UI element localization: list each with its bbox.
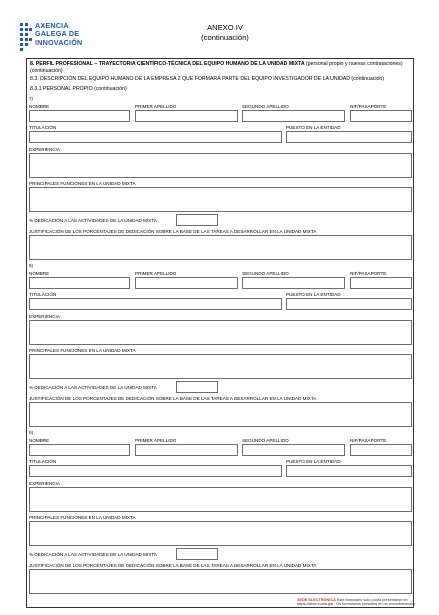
- nombre-label: NOMBRE: [29, 438, 50, 443]
- footer-text: Este formulario sólo podrá presentarse en https://sede.xunta.gal . Os formularios previstos en os procedementos: [297, 598, 415, 607]
- gain-logo-mark-icon: [20, 23, 32, 51]
- titulacion-label: TITULACIÓN: [29, 459, 57, 464]
- primer-apellido-label: PRIMER APELLIDO: [135, 438, 177, 443]
- funciones-field[interactable]: [29, 521, 412, 546]
- experiencia-field[interactable]: [29, 320, 412, 345]
- funciones-field[interactable]: [29, 187, 412, 212]
- primer-apellido-field[interactable]: [135, 444, 238, 456]
- primer-apellido-label: PRIMER APELLIDO: [135, 104, 177, 109]
- titulacion-field[interactable]: [29, 131, 282, 143]
- segundo-apellido-field[interactable]: [242, 110, 345, 122]
- justificacion-field[interactable]: [29, 402, 412, 427]
- puesto-field[interactable]: [286, 465, 412, 477]
- segundo-apellido-label: SEGUNDO APELLIDO: [242, 104, 289, 109]
- annex-title-sub: (continuación): [201, 32, 249, 42]
- section-831-heading: 8.3.1 PERSONAL PROPIO (continuación): [30, 86, 127, 92]
- nombre-label: NOMBRE: [29, 271, 50, 276]
- experiencia-label: EXPERIENCIA: [29, 314, 60, 319]
- nif-label: NIF/PASAPORTE: [350, 271, 387, 276]
- puesto-field[interactable]: [286, 131, 412, 143]
- justificacion-label: JUSTIFICACIÓN DE LOS PORCENTAJES DE DEDICACIÓN SOBRE LA BASE DE LAS TAREAS A DESARROLLAR EN LA UNIDAD MIXTA: [29, 229, 317, 234]
- section-83-heading: 8.3. DESCRIPCIÓN DEL EQUIPO HUMANO DE LA EMPRESA 2 QUE FORMARÁ PARTE DEL EQUIPO INVESTIGADOR DE LA UNIDAD (continuación): [30, 76, 384, 82]
- experiencia-field[interactable]: [29, 153, 412, 178]
- section-8-heading: 8. PERFIL PROFESIONAL – TRAYECTORIA CIENTÍFICO-TÉCNICA DEL EQUIPO HUMANO DE LA UNIDAD MIXTA (personal propio y nuevas contrataciones) (continuación): [30, 61, 403, 74]
- nif-field[interactable]: [350, 110, 412, 122]
- annex-title-main: ANEXO IV: [207, 23, 243, 32]
- nif-label: NIF/PASAPORTE: [350, 438, 387, 443]
- person-number: 9): [29, 430, 34, 435]
- experiencia-label: EXPERIENCIA: [29, 147, 60, 152]
- justificacion-field[interactable]: [29, 235, 412, 260]
- funciones-label: PRINCIPALES FUNCIONES EN LA UNIDAD MIXTA: [29, 181, 136, 186]
- dedicacion-label: % DEDICACIÓN A LAS ACTIVIDADES DE LA UNIDAD MIXTA: [29, 385, 157, 390]
- gain-logo-text: AXENCIA GALEGA DE INNOVACIÓN: [35, 21, 83, 47]
- dedicacion-field[interactable]: [176, 214, 218, 226]
- experiencia-field[interactable]: [29, 487, 412, 512]
- primer-apellido-label: PRIMER APELLIDO: [135, 271, 177, 276]
- primer-apellido-field[interactable]: [135, 277, 238, 289]
- puesto-field[interactable]: [286, 298, 412, 310]
- dedicacion-label: % DEDICACIÓN A LAS ACTIVIDADES DE LA UNIDAD MIXTA: [29, 218, 157, 223]
- justificacion-label: JUSTIFICACIÓN DE LOS PORCENTAJES DE DEDICACIÓN SOBRE LA BASE DE LAS TAREAS A DESARROLLAR EN LA UNIDAD MIXTA: [29, 396, 317, 401]
- person-number: 8): [29, 263, 34, 268]
- nombre-label: NOMBRE: [29, 104, 50, 109]
- funciones-field[interactable]: [29, 354, 412, 379]
- nombre-field[interactable]: [29, 277, 130, 289]
- nombre-field[interactable]: [29, 444, 130, 456]
- titulacion-label: TITULACIÓN: [29, 125, 57, 130]
- funciones-label: PRINCIPALES FUNCIONES EN LA UNIDAD MIXTA: [29, 515, 136, 520]
- segundo-apellido-field[interactable]: [242, 444, 345, 456]
- nif-field[interactable]: [350, 277, 412, 289]
- experiencia-label: EXPERIENCIA: [29, 481, 60, 486]
- puesto-label: PUESTO EN LA ENTIDAD: [286, 292, 341, 297]
- nombre-field[interactable]: [29, 110, 130, 122]
- justificacion-label: JUSTIFICACIÓN DE LOS PORCENTAJES DE DEDICACIÓN SOBRE LA BASE DE LAS TAREAS A DESARROLLAR EN LA UNIDAD MIXTA: [29, 563, 317, 568]
- nif-field[interactable]: [350, 444, 412, 456]
- dedicacion-field[interactable]: [176, 381, 218, 393]
- titulacion-label: TITULACIÓN: [29, 292, 57, 297]
- footer-brand: SEDE ELECTRÓNICA: [297, 598, 336, 602]
- justificacion-field[interactable]: [29, 569, 412, 594]
- person-number: 7): [29, 96, 34, 101]
- segundo-apellido-field[interactable]: [242, 277, 345, 289]
- segundo-apellido-label: SEGUNDO APELLIDO: [242, 438, 289, 443]
- dedicacion-label: % DEDICACIÓN A LAS ACTIVIDADES DE LA UNIDAD MIXTA: [29, 552, 157, 557]
- titulacion-field[interactable]: [29, 298, 282, 310]
- titulacion-field[interactable]: [29, 465, 282, 477]
- segundo-apellido-label: SEGUNDO APELLIDO: [242, 271, 289, 276]
- puesto-label: PUESTO EN LA ENTIDAD: [286, 125, 341, 130]
- gain-logo: [20, 22, 102, 54]
- nif-label: NIF/PASAPORTE: [350, 104, 387, 109]
- puesto-label: PUESTO EN LA ENTIDAD: [286, 459, 341, 464]
- funciones-label: PRINCIPALES FUNCIONES EN LA UNIDAD MIXTA: [29, 348, 136, 353]
- annex-title: [180, 23, 270, 42]
- primer-apellido-field[interactable]: [135, 110, 238, 122]
- dedicacion-field[interactable]: [176, 548, 218, 560]
- footer-note: [297, 598, 437, 607]
